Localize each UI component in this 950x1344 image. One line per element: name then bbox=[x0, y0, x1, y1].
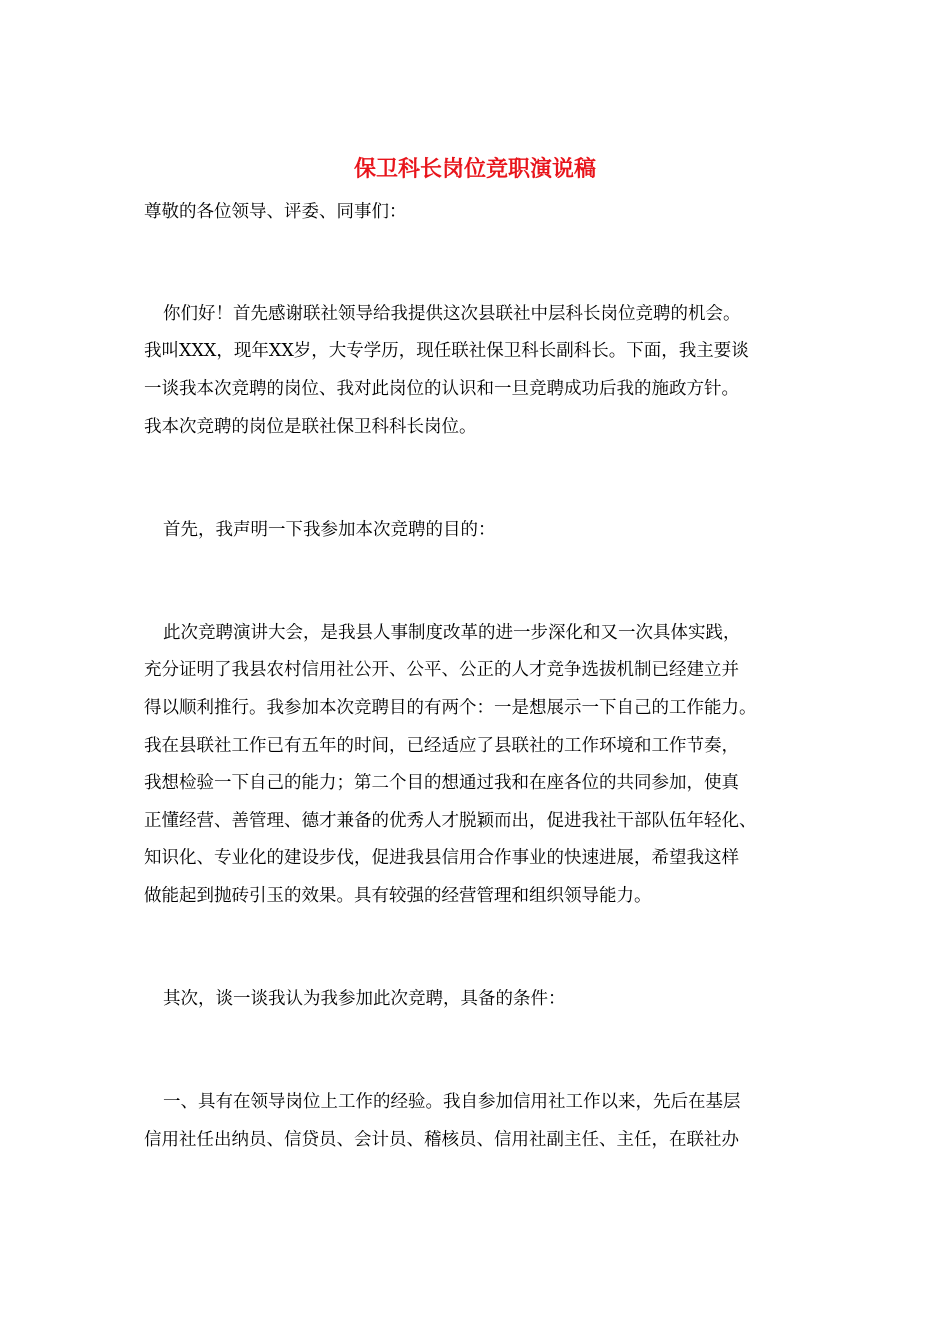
paragraph-line: 知识化、专业化的建设步伐，促进我县信用合作事业的快速进展，希望我这样 bbox=[144, 848, 739, 868]
paragraph-line: 我在县联社工作已有五年的时间，已经适应了县联社的工作环境和工作节奏， bbox=[144, 736, 739, 756]
paragraph-line: 一、具有在领导岗位上工作的经验。我自参加信用社工作以来，先后在基层 bbox=[163, 1092, 741, 1112]
paragraph-line: 我想检验一下自己的能力；第二个目的想通过我和在座各位的共同参加，使真 bbox=[144, 773, 739, 793]
paragraph-line: 信用社任出纳员、信贷员、会计员、稽核员、信用社副主任、主任，在联社办 bbox=[144, 1130, 739, 1150]
paragraph-line: 充分证明了我县农村信用社公开、公平、公正的人才竞争选拔机制已经建立并 bbox=[144, 660, 739, 680]
paragraph-line: 一谈我本次竞聘的岗位、我对此岗位的认识和一旦竞聘成功后我的施政方针。 bbox=[144, 379, 739, 399]
paragraph-line: 我叫XXX，现年XX岁，大专学历，现任联社保卫科长副科长。下面，我主要谈 bbox=[144, 341, 749, 361]
paragraph-line: 你们好！首先感谢联社领导给我提供这次县联社中层科长岗位竞聘的机会。 bbox=[163, 304, 741, 324]
paragraph-line: 此次竞聘演讲大会，是我县人事制度改革的进一步深化和又一次具体实践， bbox=[163, 623, 741, 643]
paragraph-line: 做能起到抛砖引玉的效果。具有较强的经营管理和组织领导能力。 bbox=[144, 886, 652, 906]
paragraph-line: 正懂经营、善管理、德才兼备的优秀人才脱颖而出，促进我社干部队伍年轻化、 bbox=[144, 811, 757, 831]
document-title: 保卫科长岗位竞职演说稿 bbox=[353, 156, 596, 182]
paragraph-line: 其次，谈一谈我认为我参加此次竞聘，具备的条件： bbox=[163, 989, 566, 1009]
salutation-line: 尊敬的各位领导、评委、同事们： bbox=[144, 202, 407, 222]
paragraph-line: 我本次竞聘的岗位是联社保卫科科长岗位。 bbox=[144, 417, 477, 437]
paragraph-line: 首先，我声明一下我参加本次竞聘的目的： bbox=[163, 520, 496, 540]
paragraph-line: 得以顺利推行。我参加本次竞聘目的有两个：一是想展示一下自己的工作能力。 bbox=[144, 698, 757, 718]
